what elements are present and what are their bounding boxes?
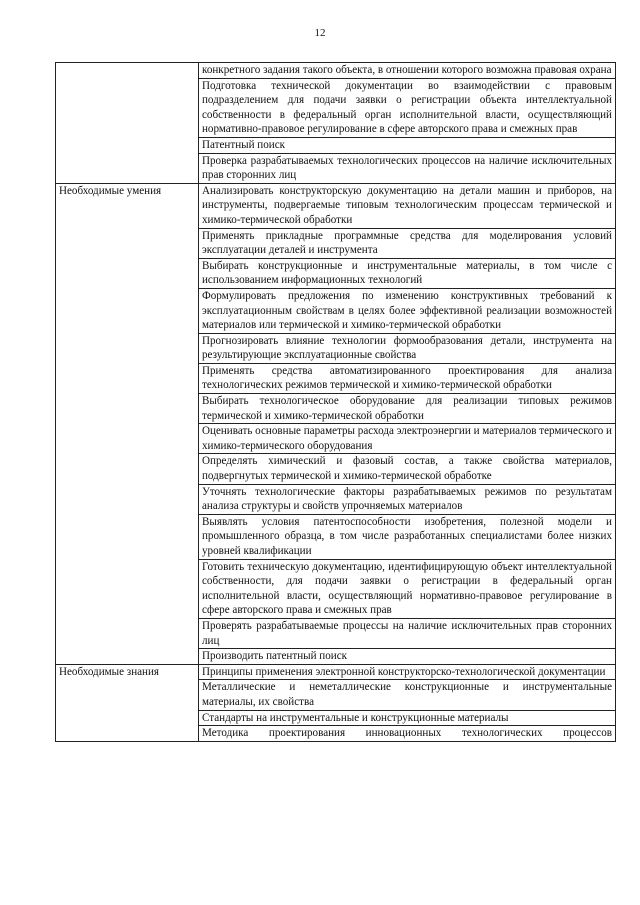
description-cell: Проверять разрабатываемые процессы на наличие исключительных прав сторонних лиц bbox=[199, 618, 616, 648]
category-cell-knowledge: Необходимые знания bbox=[56, 664, 199, 741]
description-cell: Уточнять технологические факторы разрабатываемых режимов по результатам анализа структуры и свойств упрочняемых материалов bbox=[199, 484, 616, 514]
description-cell: Оценивать основные параметры расхода электроэнергии и материалов термического и химико-термического оборудования bbox=[199, 424, 616, 454]
description-cell: Принципы применения электронной конструкторско-технологической документации bbox=[199, 664, 616, 680]
category-cell bbox=[56, 63, 199, 184]
table-row bbox=[56, 183, 616, 228]
description-cell: Проверка разрабатываемых технологических процессов на наличие исключительных прав сторонних лиц bbox=[199, 153, 616, 183]
description-cell: Стандарты на инструментальные и конструкционные материалы bbox=[199, 710, 616, 726]
description-cell: Подготовка технической документации во взаимодействии с правовым подразделением для подачи заявки о регистрации объекта интеллектуальной собственности в федеральный орган исполнительной власти, осуществляющий нормативно-правовое регулирование в сфере авторского права и смежных прав bbox=[199, 78, 616, 137]
category-cell-skills: Необходимые умения bbox=[56, 183, 199, 664]
description-cell: Металлические и неметаллические конструкционные и инструментальные материалы, их свойства bbox=[199, 680, 616, 710]
competency-table bbox=[55, 62, 616, 742]
description-cell: Методика проектирования инновационных технологических процессов bbox=[199, 726, 616, 742]
description-cell: Готовить техническую документацию, идентифицирующую объект интеллектуальной собственности, для подачи заявки о регистрации в федеральный орган исполнительной власти, осуществляющий нормативно-правовое регулирование в сфере авторского права и смежных прав bbox=[199, 559, 616, 618]
description-cell: Применять средства автоматизированного проектирования для анализа технологических режимов термической и химико-термической обработки bbox=[199, 363, 616, 393]
description-cell: Патентный поиск bbox=[199, 137, 616, 153]
page-number: 12 bbox=[314, 27, 326, 39]
description-cell: Формулировать предложения по изменению конструктивных требований к эксплуатационным свойствам в целях более эффективной реализации возможностей материалов или термической и химико-термической обработки bbox=[199, 288, 616, 333]
description-cell: Анализировать конструкторскую документацию на детали машин и приборов, на инструменты, подвергаемые типовым технологическим процессам термической и химико-термической обработки bbox=[199, 183, 616, 228]
description-cell: Выбирать конструкционные и инструментальные материалы, в том числе с использованием информационных технологий bbox=[199, 258, 616, 288]
description-cell: Выявлять условия патентоспособности изобретения, полезной модели и промышленного образца, в том числе разработанных специалистами более низких уровней квалификации bbox=[199, 514, 616, 559]
description-cell: Выбирать технологическое оборудование для реализации типовых режимов термической и химико-термической обработки bbox=[199, 394, 616, 424]
table-row bbox=[56, 63, 616, 79]
description-cell: Применять прикладные программные средства для моделирования условий эксплуатации деталей и инструмента bbox=[199, 228, 616, 258]
description-cell: Производить патентный поиск bbox=[199, 649, 616, 665]
description-cell: Прогнозировать влияние технологии формообразования детали, инструмента на результирующие эксплуатационные свойства bbox=[199, 333, 616, 363]
description-cell: Определять химический и фазовый состав, а также свойства материалов, подвергнутых термической и химико-термической обработке bbox=[199, 454, 616, 484]
table-row bbox=[56, 664, 616, 680]
description-cell: конкретного задания такого объекта, в отношении которого возможна правовая охрана bbox=[199, 63, 616, 79]
